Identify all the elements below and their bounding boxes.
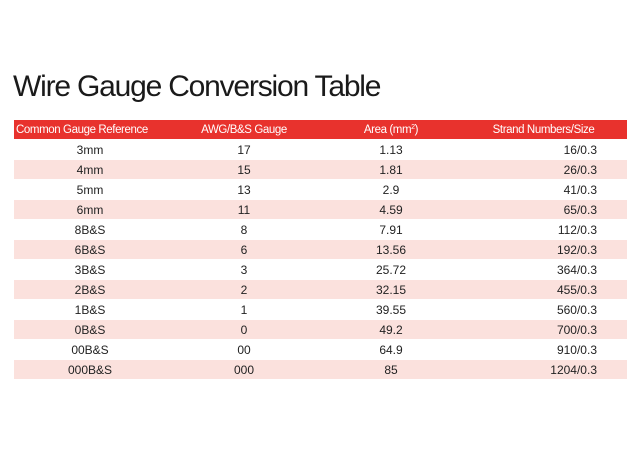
header-strand: Strand Numbers/Size bbox=[492, 123, 595, 136]
cell-awg: 000 bbox=[233, 362, 255, 377]
cell-strand: 560/0.3 bbox=[556, 302, 597, 317]
table-row bbox=[14, 319, 627, 339]
cell-awg: 3 bbox=[240, 262, 248, 277]
cell-awg: 15 bbox=[237, 162, 251, 177]
table-header-row bbox=[14, 120, 627, 139]
cell-gauge-reference: 000B&S bbox=[67, 362, 113, 377]
cell-gauge-reference: 3mm bbox=[76, 142, 104, 157]
cell-strand: 26/0.3 bbox=[563, 162, 597, 177]
cell-area: 13.56 bbox=[375, 242, 407, 257]
cell-gauge-reference: 4mm bbox=[76, 162, 104, 177]
cell-gauge-reference: 6mm bbox=[76, 202, 104, 217]
cell-gauge-reference: 00B&S bbox=[71, 342, 109, 357]
cell-awg: 13 bbox=[237, 182, 251, 197]
cell-area: 64.9 bbox=[379, 342, 403, 357]
header-area-suffix: ) bbox=[414, 123, 419, 136]
cell-area: 2.9 bbox=[382, 182, 400, 197]
cell-strand: 41/0.3 bbox=[563, 182, 597, 197]
cell-gauge-reference: 2B&S bbox=[74, 282, 106, 297]
page-title: Wire Gauge Conversion Table bbox=[13, 70, 381, 103]
cell-area: 32.15 bbox=[375, 282, 407, 297]
header-area bbox=[322, 124, 460, 136]
header-gauge-reference: Common Gauge Reference bbox=[16, 123, 148, 136]
header-area-sup: 2 bbox=[411, 123, 415, 131]
cell-strand: 112/0.3 bbox=[557, 222, 597, 237]
cell-awg: 1 bbox=[240, 302, 248, 317]
table-row bbox=[14, 179, 627, 199]
cell-area: 1.81 bbox=[379, 162, 403, 177]
table-row bbox=[14, 279, 627, 299]
table-row bbox=[14, 339, 627, 359]
cell-area: 85 bbox=[384, 362, 398, 377]
cell-awg: 8 bbox=[240, 222, 248, 237]
table-row bbox=[14, 359, 627, 379]
table-row bbox=[14, 139, 627, 159]
cell-awg: 0 bbox=[240, 322, 248, 337]
cell-awg: 6 bbox=[240, 242, 248, 257]
cell-gauge-reference: 5mm bbox=[76, 182, 104, 197]
cell-area: 25.72 bbox=[375, 262, 407, 277]
table-body bbox=[14, 139, 627, 379]
table-row bbox=[14, 219, 627, 239]
header-area-prefix: Area (mm bbox=[363, 123, 412, 136]
cell-gauge-reference: 8B&S bbox=[74, 222, 106, 237]
cell-awg: 2 bbox=[240, 282, 248, 297]
cell-strand: 65/0.3 bbox=[563, 202, 597, 217]
cell-strand: 910/0.3 bbox=[556, 342, 597, 357]
table-row bbox=[14, 199, 627, 219]
cell-strand: 16/0.3 bbox=[563, 142, 597, 157]
table-row bbox=[14, 299, 627, 319]
cell-gauge-reference: 1B&S bbox=[74, 302, 106, 317]
table-row bbox=[14, 239, 627, 259]
cell-awg: 00 bbox=[237, 342, 251, 357]
cell-strand: 455/0.3 bbox=[556, 282, 597, 297]
cell-gauge-reference: 0B&S bbox=[74, 322, 106, 337]
header-awg: AWG/B&S Gauge bbox=[201, 123, 287, 136]
cell-area: 4.59 bbox=[379, 202, 403, 217]
cell-strand: 192/0.3 bbox=[556, 242, 597, 257]
cell-awg: 17 bbox=[237, 142, 251, 157]
table-row bbox=[14, 159, 627, 179]
cell-area: 7.91 bbox=[379, 222, 403, 237]
cell-strand: 700/0.3 bbox=[556, 322, 597, 337]
cell-area: 49.2 bbox=[379, 322, 403, 337]
cell-strand: 1204/0.3 bbox=[550, 362, 597, 377]
cell-area: 1.13 bbox=[379, 142, 403, 157]
cell-gauge-reference: 3B&S bbox=[74, 262, 106, 277]
table-row bbox=[14, 259, 627, 279]
wire-gauge-table bbox=[14, 120, 627, 379]
cell-area: 39.55 bbox=[375, 302, 407, 317]
cell-strand: 364/0.3 bbox=[556, 262, 597, 277]
cell-awg: 11 bbox=[237, 202, 251, 217]
cell-gauge-reference: 6B&S bbox=[74, 242, 106, 257]
